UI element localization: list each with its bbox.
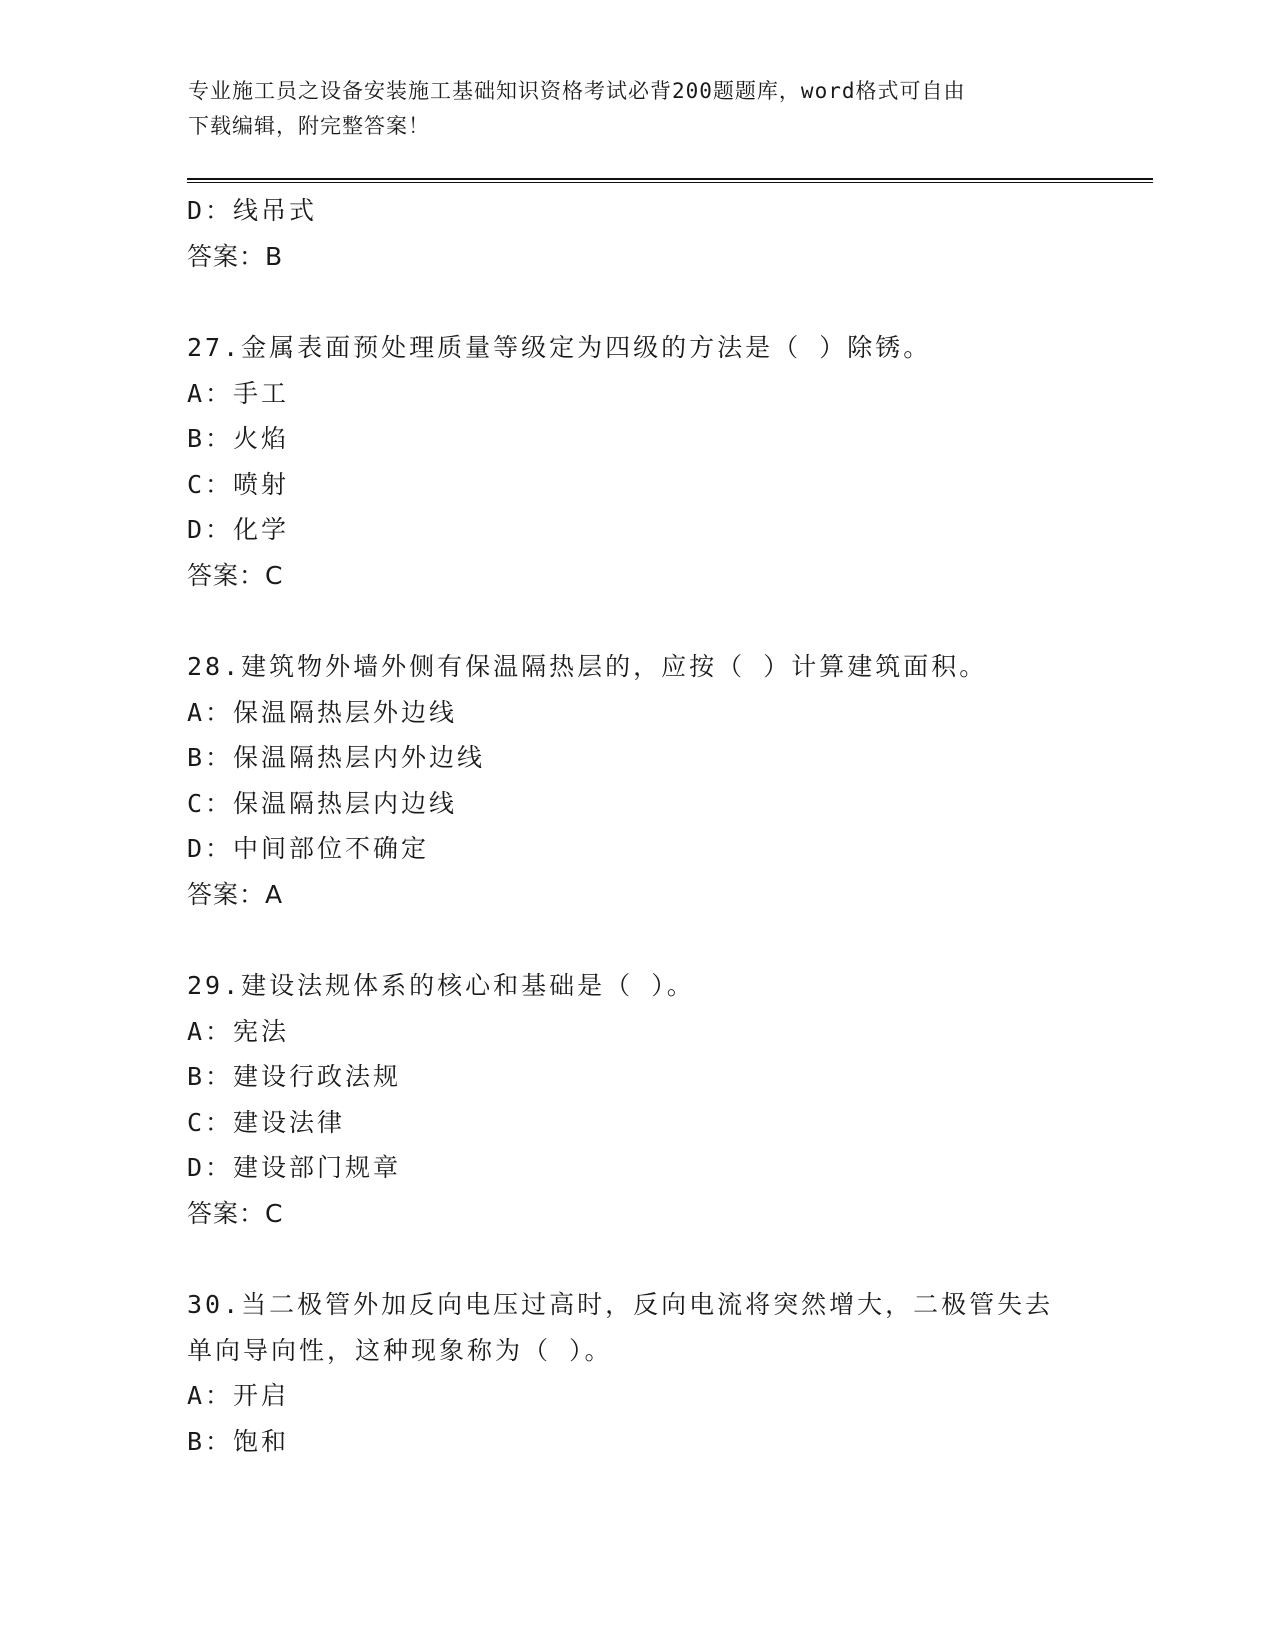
question-list bbox=[187, 188, 1087, 1464]
question-29-text: 29.建设法规体系的核心和基础是（ ）。 bbox=[187, 971, 695, 1000]
header-line-1: 专业施工员之设备安装施工基础知识资格考试必背200题题库，word格式可自由 bbox=[188, 79, 966, 103]
option-d: D：建设部门规章 bbox=[187, 1153, 402, 1182]
question-27-text: 27.金属表面预处理质量等级定为四级的方法是（ ）除锈。 bbox=[187, 333, 932, 362]
option-a: A：手工 bbox=[187, 378, 290, 408]
answer-line: 答案：C bbox=[187, 560, 284, 590]
spacer bbox=[187, 598, 1087, 644]
answer-line: 答案：C bbox=[187, 1198, 284, 1228]
option-a: A：宪法 bbox=[187, 1016, 290, 1046]
option-d: D：线吊式 bbox=[187, 196, 318, 225]
question-30-text-line-1: 30.当二极管外加反向电压过高时，反向电流将突然增大，二极管失去 bbox=[187, 1290, 1054, 1319]
spacer bbox=[187, 279, 1087, 325]
option-b: B：火焰 bbox=[187, 424, 290, 453]
question-30-text-line-2: 单向导向性，这种现象称为（ ）。 bbox=[187, 1335, 613, 1365]
option-b: B：保温隔热层内外边线 bbox=[187, 743, 486, 772]
option-d: D：中间部位不确定 bbox=[187, 834, 430, 863]
option-d: D：化学 bbox=[187, 515, 290, 544]
answer-line: 答案：A bbox=[187, 879, 284, 909]
option-a: A：开启 bbox=[187, 1381, 290, 1410]
page-header bbox=[188, 74, 1068, 144]
option-b: B：建设行政法规 bbox=[187, 1062, 402, 1091]
header-divider bbox=[187, 178, 1153, 183]
header-line-2: 下载编辑，附完整答案！ bbox=[188, 114, 430, 138]
spacer bbox=[187, 917, 1087, 963]
question-28-text: 28.建筑物外墙外侧有保温隔热层的，应按（ ）计算建筑面积。 bbox=[187, 652, 988, 681]
option-c: C：喷射 bbox=[187, 469, 290, 499]
option-c: C：保温隔热层内边线 bbox=[187, 788, 458, 818]
spacer bbox=[187, 1236, 1087, 1282]
answer-line: 答案：B bbox=[187, 241, 284, 271]
option-c: C：建设法律 bbox=[187, 1107, 346, 1137]
option-b: B：饱和 bbox=[187, 1426, 290, 1456]
option-a: A：保温隔热层外边线 bbox=[187, 697, 458, 727]
